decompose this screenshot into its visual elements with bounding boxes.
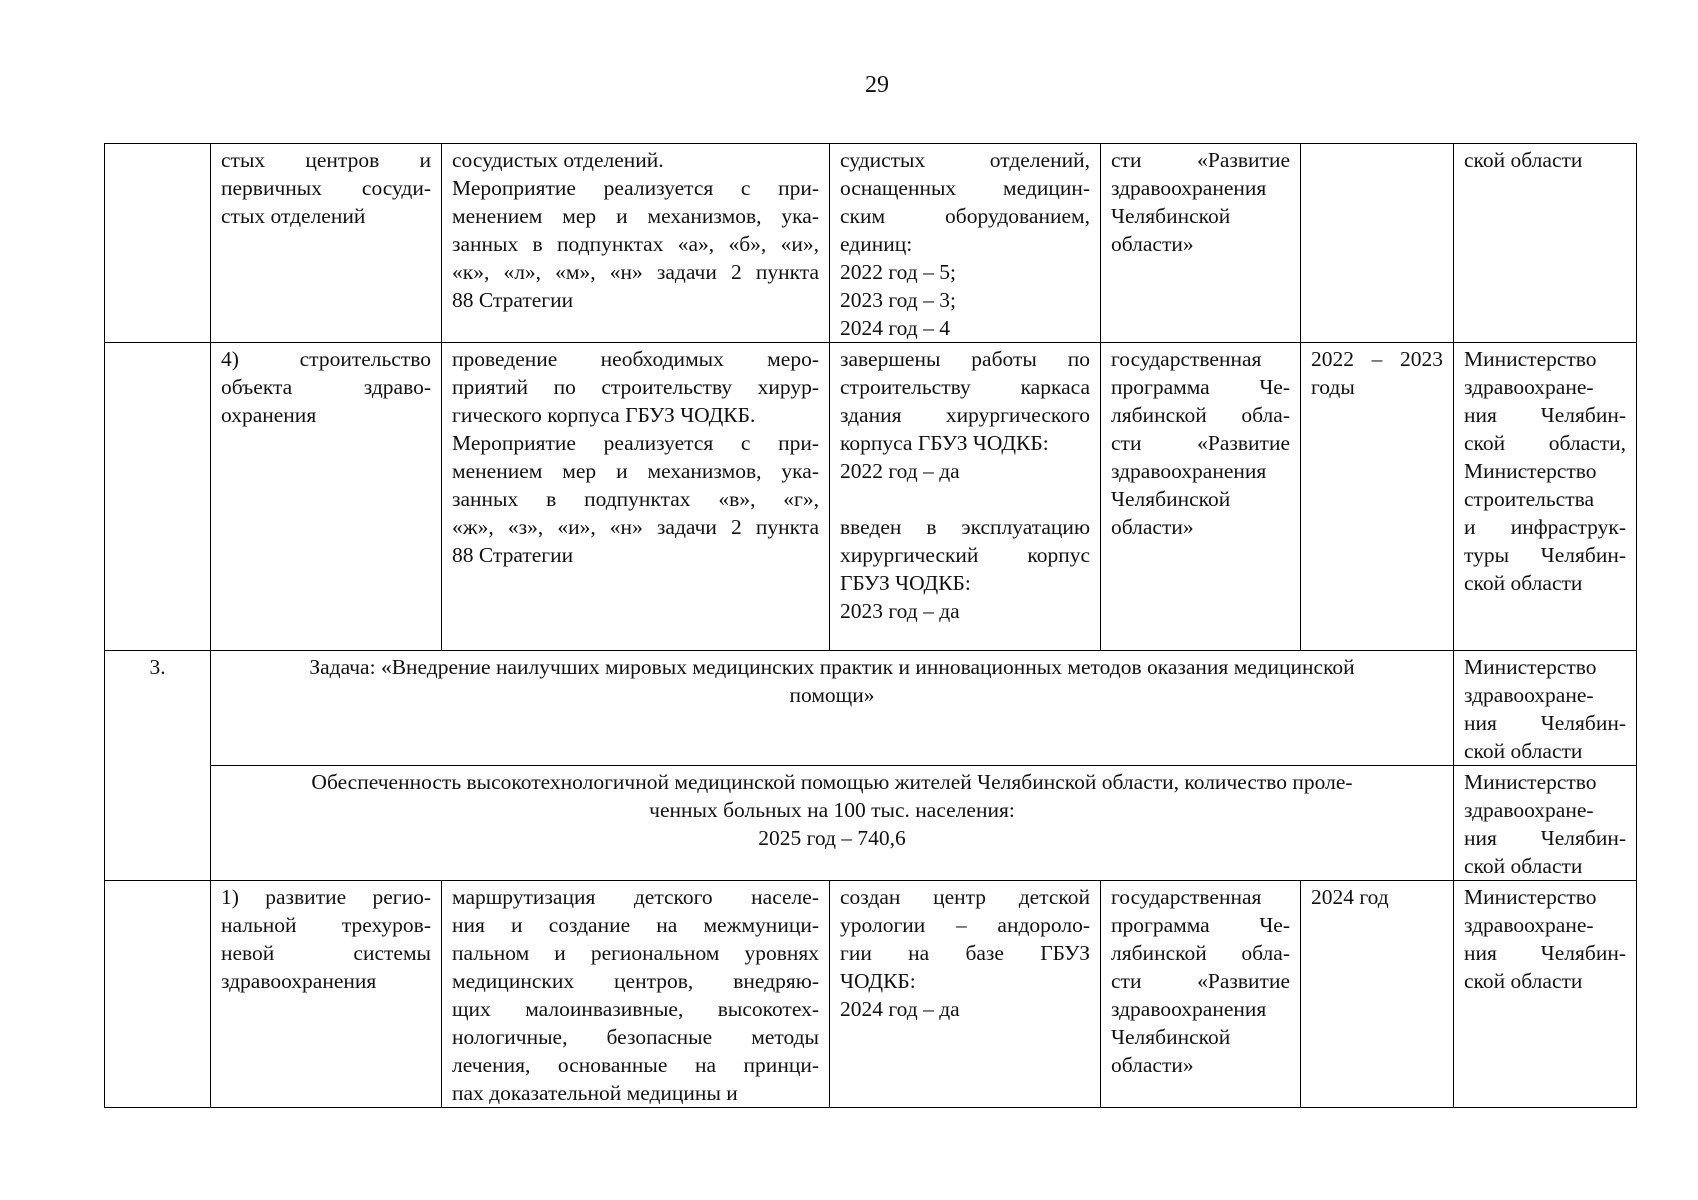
program-cell — [1101, 343, 1301, 651]
cell-text-line: туры Челябин- — [1464, 543, 1626, 567]
table-row — [105, 343, 1637, 651]
cell-text-line: Министерство — [1464, 347, 1597, 371]
cell-text-line: здравоохране- — [1464, 683, 1594, 707]
cell-text-line: 2022 год – 5; — [840, 260, 956, 284]
cell-text-line: 88 Стратегии — [452, 543, 574, 567]
cell-text-line: гического корпуса ГБУЗ ЧОДКБ. — [452, 403, 756, 427]
cell-text-line: 1) развитие регио- — [221, 885, 431, 909]
cell-text-line: ния Челябин- — [1464, 826, 1626, 850]
measure-name-cell — [211, 881, 442, 1108]
cell-text-line: области» — [1111, 232, 1194, 256]
cell-text-line: хирургический корпус — [840, 543, 1090, 567]
cell-text-line: введен в эксплуатацию — [840, 515, 1090, 539]
cell-text-line: 2022 – 2023 — [1311, 347, 1443, 371]
cell-text-line: 4) строительство — [221, 347, 431, 371]
cell-text-line: ской области — [1464, 571, 1583, 595]
cell-text-line: урологии – андороло- — [840, 913, 1090, 937]
cell-text-line: программа Че- — [1111, 375, 1290, 399]
cell-text-line: судистых отделений, — [840, 148, 1090, 172]
cell-text-line: программа Че- — [1111, 913, 1290, 937]
indicator-row — [105, 766, 1637, 881]
cell-text-line: ГБУЗ ЧОДКБ: — [840, 571, 971, 595]
cell-text-line: области» — [1111, 1053, 1194, 1077]
measure-description-cell — [442, 343, 830, 651]
page-number: 29 — [865, 72, 889, 98]
cell-text-line: проведение необходимых меро- — [452, 347, 819, 371]
cell-text-line: нальной трехуров- — [221, 913, 431, 937]
cell-text-line: и инфраструк- — [1464, 515, 1626, 539]
cell-text-line: медицинских центров, внедряю- — [452, 969, 819, 993]
cell-text-line: Министерство — [1464, 770, 1597, 794]
cell-text-line: Мероприятие реализуется с при- — [452, 176, 819, 200]
responsible-cell — [1454, 144, 1637, 343]
cell-text-line: ским оборудованием, — [840, 204, 1090, 228]
cell-text-line: лечения, основанные на принци- — [452, 1053, 819, 1077]
cell-text-line: ния Челябин- — [1464, 403, 1626, 427]
cell-text-line — [840, 485, 1090, 513]
cell-text-line: первичных сосуди- — [221, 176, 431, 200]
cell-text-line: здравоохране- — [1464, 375, 1594, 399]
cell-text-line: государственная — [1111, 885, 1262, 909]
task-number: 3. — [149, 655, 166, 679]
cell-text-line: пальном и региональном уровнях — [452, 941, 819, 965]
cell-text-line: строительства — [1464, 487, 1595, 511]
cell-text-line: ния и создание на межмуници- — [452, 913, 819, 937]
cell-text-line: 2023 год – 3; — [840, 288, 956, 312]
cell-text-line: менением мер и механизмов, ука- — [452, 459, 819, 483]
cell-text-line: 2023 год – да — [840, 599, 960, 623]
cell-text-line: государственная — [1111, 347, 1262, 371]
cell-text-line: ния Челябин- — [1464, 941, 1626, 965]
cell-text-line: здравоохранения — [1111, 997, 1267, 1021]
cell-text-line: ЧОДКБ: — [840, 969, 916, 993]
task-responsible-cell — [1454, 651, 1637, 766]
cell-text-line: Министерство — [1464, 655, 1597, 679]
indicator-responsible-cell — [1454, 766, 1637, 881]
measure-name-cell — [211, 343, 442, 651]
responsible-cell — [1454, 881, 1637, 1108]
measure-description-cell — [442, 144, 830, 343]
measure-result-cell — [830, 343, 1101, 651]
cell-text-line: строительству каркаса — [840, 375, 1090, 399]
cell-text-line: охранения — [221, 403, 317, 427]
cell-text-line: ской области — [1464, 854, 1583, 878]
cell-text-line: стых отделений — [221, 204, 366, 228]
cell-text-line: Челябинской — [1111, 204, 1231, 228]
cell-text-line: здания хирургического — [840, 403, 1090, 427]
table-row — [105, 144, 1637, 343]
cell-text-line: 88 Стратегии — [452, 288, 574, 312]
cell-text-line: корпуса ГБУЗ ЧОДКБ: — [840, 431, 1049, 455]
cell-text-line: лябинской обла- — [1111, 403, 1290, 427]
period-cell — [1301, 881, 1454, 1108]
cell-text-line: стых центров и — [221, 148, 431, 172]
cell-text-line: щих малоинвазивные, высокотех- — [452, 997, 819, 1021]
program-cell — [1101, 881, 1301, 1108]
cell-text-line: 2022 год – да — [840, 459, 960, 483]
cell-text-line: здравоохранения — [1111, 176, 1267, 200]
task-number-cell — [105, 651, 211, 881]
cell-text-line: Челябинской — [1111, 1025, 1231, 1049]
cell-text-line: области» — [1111, 515, 1194, 539]
measure-name-cell — [211, 144, 442, 343]
responsible-cell — [1454, 343, 1637, 651]
cell-text-line: менением мер и механизмов, ука- — [452, 204, 819, 228]
cell-text-line: создан центр детской — [840, 885, 1090, 909]
cell-text-line: сти «Развитие — [1111, 148, 1290, 172]
cell-text-line: нологичные, безопасные методы — [452, 1025, 819, 1049]
cell-text-line: «к», «л», «м», «н» задачи 2 пункта — [452, 260, 819, 284]
indicator-cell — [211, 766, 1454, 881]
cell-text-line: ской области — [1464, 969, 1583, 993]
cell-text-line: ской области, — [1464, 431, 1626, 455]
measure-description-cell — [442, 881, 830, 1108]
task-row — [105, 651, 1637, 766]
cell-text-line: занных в подпунктах «а», «б», «и», — [452, 232, 819, 256]
cell-text-line: Министерство — [1464, 885, 1597, 909]
cell-text-line: лябинской обла- — [1111, 941, 1290, 965]
cell-text-line: здравоохране- — [1464, 913, 1594, 937]
cell-text-line: Министерство — [1464, 459, 1597, 483]
cell-text-line: завершены работы по — [840, 347, 1090, 371]
cell-text-line: помощи» — [789, 683, 875, 707]
measure-result-cell — [830, 144, 1101, 343]
cell-text-line: приятий по строительству хирур- — [452, 375, 819, 399]
cell-text-line: ния Челябин- — [1464, 711, 1626, 735]
cell-text-line: «ж», «з», «и», «н» задачи 2 пункта — [452, 515, 819, 539]
cell-text-line: Обеспеченность высокотехнологичной медицинской помощью жителей Челябинской области, количество проле- — [311, 770, 1353, 794]
cell-text-line: ской области — [1464, 739, 1583, 763]
period-cell — [1301, 144, 1454, 343]
cell-text-line: Челябинской — [1111, 487, 1231, 511]
cell-text-line: оснащенных медицин- — [840, 176, 1090, 200]
cell-text-line: здравоохранения — [1111, 459, 1267, 483]
cell-text-line: 2024 год – 4 — [840, 316, 950, 340]
task-title-cell — [211, 651, 1454, 766]
cell-text-line: пах доказательной медицины и — [452, 1081, 738, 1105]
cell-text-line: гии на базе ГБУЗ — [840, 941, 1090, 965]
cell-text-line: объекта здраво- — [221, 375, 431, 399]
cell-text-line: здравоохране- — [1464, 798, 1594, 822]
cell-text-line: невой системы — [221, 941, 431, 965]
cell-text-line: годы — [1311, 375, 1355, 399]
cell-text-line: сти «Развитие — [1111, 969, 1290, 993]
cell-text-line: 2024 год — [1311, 885, 1389, 909]
measure-result-cell — [830, 881, 1101, 1108]
measures-table — [104, 143, 1637, 1108]
cell-text-line: маршрутизация детского населе- — [452, 885, 819, 909]
cell-text-line: ской области — [1464, 148, 1583, 172]
cell-text-line: 2024 год – да — [840, 997, 960, 1021]
cell-text-line: ченных больных на 100 тыс. населения: — [649, 798, 1015, 822]
cell-text-line: единиц: — [840, 232, 913, 256]
program-cell — [1101, 144, 1301, 343]
period-cell — [1301, 343, 1454, 651]
cell-text-line: Мероприятие реализуется с при- — [452, 431, 819, 455]
row-number-cell — [105, 144, 211, 343]
cell-text-line: сти «Развитие — [1111, 431, 1290, 455]
cell-text-line: здравоохранения — [221, 969, 377, 993]
row-number-cell — [105, 343, 211, 651]
row-number-cell — [105, 881, 211, 1108]
cell-text-line: сосудистых отделений. — [452, 148, 664, 172]
cell-text-line: 2025 год – 740,6 — [758, 826, 906, 850]
table-row — [105, 881, 1637, 1108]
cell-text-line: занных в подпунктах «в», «г», — [452, 487, 819, 511]
cell-text-line: Задача: «Внедрение наилучших мировых медицинских практик и инновационных методов оказания медицинской — [309, 655, 1355, 679]
